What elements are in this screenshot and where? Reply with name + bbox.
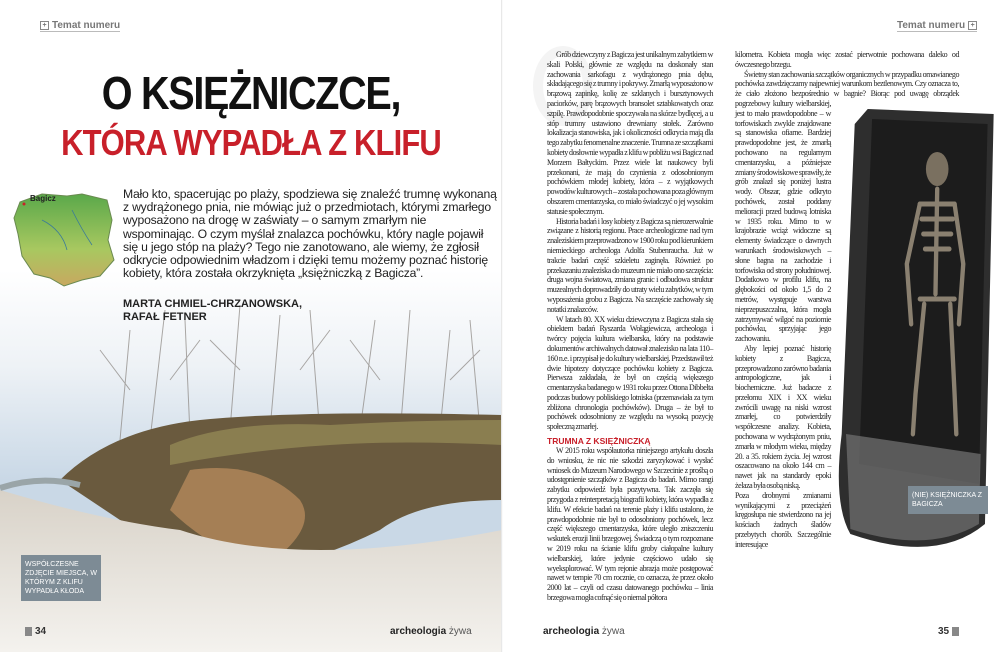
subheading: TRUMNA Z KSIĘŻNICZKĄ [547, 436, 651, 447]
section-label: + Temat numeru [40, 20, 120, 32]
headline-line1: O KSIĘŻNICZCE, [101, 67, 401, 119]
photo-caption: WSPÓŁCZESNE ZDJĘCIE MIEJSCA, W KTÓRYM Z KLIFU WYPADŁA KŁODA [21, 555, 101, 601]
zoom-icon: + [968, 21, 977, 30]
headline-line2: KTÓRA WYPADŁA Z KLIFU [61, 122, 441, 163]
magazine-name: archeologia żywa [390, 626, 472, 637]
magazine-name: archeologia żywa [543, 626, 625, 637]
lead-paragraph: Mało kto, spacerując po plaży, spodziewa się znaleźć trumnę wykonaną z wydrążonego pnia, nie mówiąc już o przedmiotach, którymi zmarłego wyposażono na drogę w zaświaty – o samym zmarłym nie wspominając. O czym myślał znalazca pochówku, który nagle pojawił się u jego stóp na plaży? Tego nie zanotowano, ale wiemy, że zgłosił odkrycie odpowiednim władzom i dzięki temu możemy poznać historię kobiety, która została okrzyknięta „księżniczką z Bagicza”. [123, 187, 497, 281]
coffin-caption: (NIE) KSIĘŻNICZKA Z BAGICZA [908, 486, 988, 514]
map-label-bagicz: Bagicz [30, 194, 56, 203]
page-number: 34 [25, 626, 46, 637]
page-number: 35 [938, 626, 959, 637]
authors: MARTA CHMIEL-CHRZANOWSKA, RAFAŁ FETNER [123, 298, 303, 323]
article-column-2: kilometra. Kobieta mogła więc zostać pierwotnie pochowana daleko od ówczesnego brzegu. Świetny stan zachowania szczątków organicznych w przypadku omawianego pochówka zawdzięczamy najpewniej warunkom beztlenowym. Czy oznacza to, że ciało złożono bezpośrednio w bagnie? Biorąc pod uwagę obrządek pogrzebowy kultury wielbarskiej, jest to mało prawdopodobne – w torfowiskach zwykle znajdowane są stanowiska ofiarne. Bardziej prawdopodobne jest, że zmarłą pochowano na regularnym cmentarzysku, a późniejsze zmiany środowiskowe sprawiły, że grób znalazł się poniżej lustra wody. Obszar, gdzie odkryto pochówek, został poddany melioracji przed budową lotniska w 1935 roku. Mimo to w krajobrazie wciąż widoczne są elementy świadczące o dawnych warunkach środowiskowych – słone bagna na zachodzie i torfowiska od strony południowej. Dodatkowo w profilu klifu, na głębokości od około 1,5 do 2 metrów, występuje warstwa nieprzepuszczalna, która mogła zatrzymywać wilgoć na poziomie pochówku, sprzyjając jego zachowaniu. Aby lepiej poznać historię kobiety z Bagicza, przeprowadzono zarówno badania antropologiczne, jak i biochemiczne. Już badacze z przełomu XIX i XX wieku zwrócili uwagę na niski wzrost zmarłej, co potwierdziły współczesne analizy. Kobieta, pochowana w wydrążonym pniu, zmarła w młodym wieku, między 20. a 35. rokiem życia. Jej wzrost oszacowano na około 144 cm – nawet jak na standardy epoki żelaza była osobą niską. Poza drobnymi zmianami wynikającymi z przeciążeń kręgosłupa nie stwierdzono na jej kościach żadnych śladów przebytych chorób. Szczególnie interesujące [735, 50, 959, 549]
section-label: Temat numeru + [897, 20, 977, 32]
right-page [503, 0, 1004, 652]
poland-map [12, 190, 116, 290]
article-column-1: Grób dziewczyny z Bagicza jest unikalnym zabytkiem w skali Polski, głównie ze względu na doskonały stan zachowania sarkofagu z wydrążonego pnia dębu, składającego się z trumny i pokrywy. Zmarłą wyposażono w brązową zapinkę, kolię ze szklanych i bursztynowych paciorków, parę brązowych bransolet sztabkowatych oraz szpilę. Prawdopodobnie spoczywała na skórze bydlęcej, a u stóp trumny ustawiono drewniany stołek. Zarówno lokalizacja stanowiska, jak i okoliczności odkrycia mają dla tego zabytku fenomenalne znaczenie. Trumna ze szczątkami kobiety dosłownie wypadła z klifu w pobliżu wsi Bagicz nad Morzem Bałtyckim. Przez wiele lat naukowcy byli przekonani, że mają do czynienia z odosobnionym pochówkiem młodej kobiety, która – z wyjątkowych powodów kulturowych – została pochowana poza głównym obszarem cmentarzyska, co miało świadczyć o jej wysokim statusie społecznym. Historia badań i losy kobiety z Bagicza są nierozerwalnie związane z historią regionu. Prace archeologiczne nad tym znaleziskiem przeprowadzono w 1900 roku pod kierunkiem niemieckiego archeologa Adolfa Stubenraucha. Już w trakcie badań część szkieletu zaginęła. Również po przekazaniu znaleziska do muzeum nie miało ono szczęścia: druga wojna światowa, zmiana granic i odbudowa struktur muzealnych doprowadziły do utraty wielu zabytków, w tym wyposażenia grobu z Bagicza. Na szczęście zachowały się notatki znalazców. W latach 80. XX wieku dziewczyna z Bagicza stała się obiektem badań Ryszarda Wołągiewicza, archeologa i twórcy pojęcia kultura wielbarska, który na podstawie dokumentów archiwalnych datował znalezisko na lata 110–160 n.e. i przypisał je do kultury wielbarskiej. Przedstawił też dwie hipotezy dotyczące pochówku kobiety z Bagicza. Pierwsza zakładała, że był on częścią większego cmentarzyska badanego w 1931 roku przez Ottona Dibbelta podczas budowy pobliskiego lotniska (przemawiała za tym zbliżona chronologia pochówków). Druga – że był to pochówek odosobniony ze względu na wysoką pozycję społeczną zmarłej. TRUMNA Z KSIĘŻNICZKĄ W 2015 roku współautorka niniejszego artykułu doszła do wniosku, że nic nie szkodzi zaryzykować i wysłać wniosek do Muzeum Narodowego w Szczecinie z prośbą o udostępnienie szczątków z Bagicza do badań. Mimo rangi zabytku odpowiedź była pozytywna. Tak zaczęła się przygoda z reinterpretacją biografii kobiety, która wypadła z klifu. W efekcie badań na terenie plaży i klifu ustalono, że prawdopodobnie nie był to odosobniony pochówek, lecz część większego cmentarzyska, które uległo zniszczeniu wskutek erozji linii brzegowej. Świadczą o tym rozpoznane w 2019 roku na ścianie klifu groby ciałopalne kultury wielbarskiej, które jedynie częściowo udało się wyeksplorować. W tym rejonie abrazja może postępować nawet w tempie 70 cm rocznie, co oznacza, że przez około 2000 lat – czyli od czasu datowanego pochówku – linia brzegowa mogła cofnąć się o niemal półtora [547, 50, 713, 603]
zoom-icon: + [40, 21, 49, 30]
